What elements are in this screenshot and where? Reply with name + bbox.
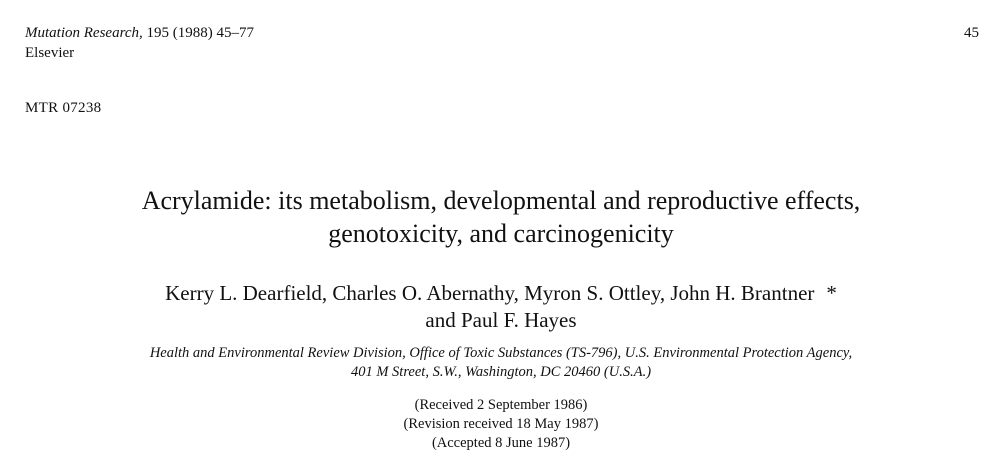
- article-title: [40, 184, 962, 250]
- affiliation-line: 401 M Street, S.W., Washington, DC 20460 (U.S.A.): [350, 364, 652, 380]
- affiliation-line: Health and Environmental Review Division, Office of Toxic Substances (TS-796), U.S. Environmental Protection Agency,: [149, 345, 853, 361]
- accepted-date: (Accepted 8 June 1987): [431, 435, 571, 451]
- author-line: and Paul F. Hayes: [425, 308, 577, 332]
- page-number: 45: [964, 25, 979, 41]
- affiliation: [40, 344, 962, 382]
- article-code: MTR 07238: [25, 100, 102, 116]
- volume-year-pages: 195 (1988) 45–77: [146, 25, 255, 41]
- footnote-mark: *: [826, 281, 837, 305]
- submission-dates: [40, 396, 962, 453]
- journal-citation: [25, 24, 254, 42]
- title-line: Acrylamide: its metabolism, developmental and reproductive effects,: [141, 186, 861, 215]
- received-date: (Received 2 September 1986): [414, 397, 588, 413]
- author-line: [40, 280, 962, 307]
- revision-date: (Revision received 18 May 1987): [403, 416, 599, 432]
- publisher: Elsevier: [25, 45, 75, 61]
- author-names: Kerry L. Dearfield, Charles O. Abernathy, Myron S. Ottley, John H. Brantner: [165, 281, 815, 305]
- title-line: genotoxicity, and carcinogenicity: [328, 219, 674, 248]
- author-list: [40, 280, 962, 334]
- journal-name: Mutation Research,: [25, 25, 143, 41]
